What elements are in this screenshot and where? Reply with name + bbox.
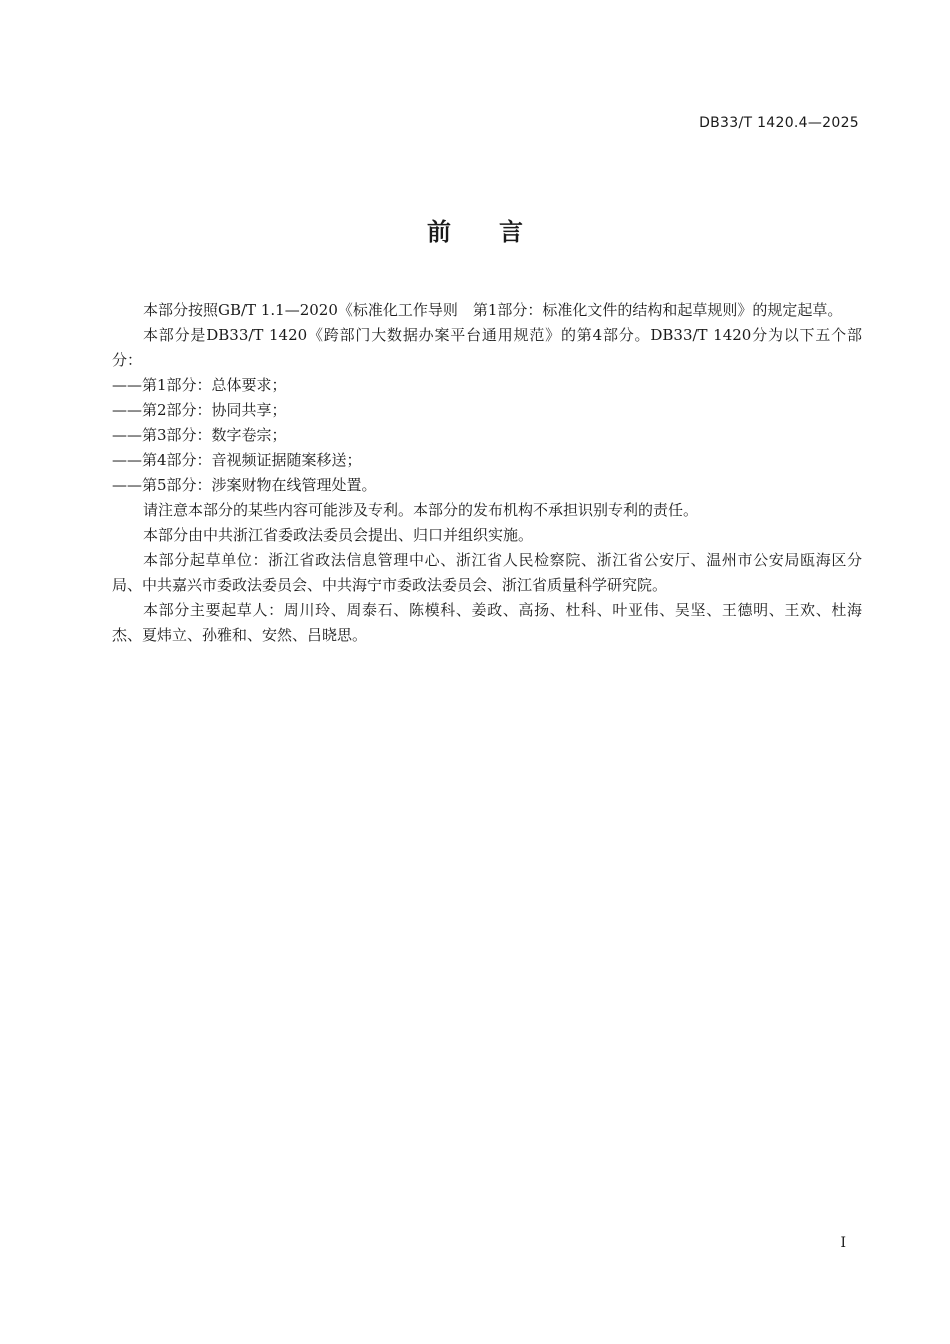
proposer-paragraph: 本部分由中共浙江省委政法委员会提出、归口并组织实施。 (143, 526, 534, 544)
part-list-item: ——第1部分：总体要求； (112, 376, 287, 394)
drafters-paragraph: 本部分主要起草人：周川玲、周泰石、陈模科、姜政、高扬、杜科、叶亚伟、吴坚、王德明、王欢、杜海杰、夏炜立、孙雅和、安然、吕晓思。 (112, 601, 862, 644)
drafting-basis-paragraph: 本部分按照GB/T 1.1—2020《标准化工作导则 第1部分：标准化文件的结构和起草规则》的规定起草。 (143, 301, 843, 319)
series-intro-paragraph: 本部分是DB33/T 1420《跨部门大数据办案平台通用规范》的第4部分。DB33/T 1420分为以下五个部分： (112, 326, 862, 369)
page-number: I (840, 1235, 846, 1251)
page-title: 前言 (427, 218, 571, 246)
part-list-item: ——第2部分：协同共享； (112, 401, 287, 419)
part-list-item: ——第4部分：音视频证据随案移送； (112, 451, 362, 469)
document-body (112, 298, 862, 648)
drafting-units-paragraph: 本部分起草单位：浙江省政法信息管理中心、浙江省人民检察院、浙江省公安厅、温州市公安局瓯海区分局、中共嘉兴市委政法委员会、中共海宁市委政法委员会、浙江省质量科学研究院。 (112, 551, 862, 594)
patent-notice-paragraph: 请注意本部分的某些内容可能涉及专利。本部分的发布机构不承担识别专利的责任。 (143, 501, 699, 519)
document-code: DB33/T 1420.4—2025 (699, 115, 859, 131)
part-list-item: ——第3部分：数字卷宗； (112, 426, 287, 444)
part-list-item: ——第5部分：涉案财物在线管理处置。 (112, 476, 377, 494)
